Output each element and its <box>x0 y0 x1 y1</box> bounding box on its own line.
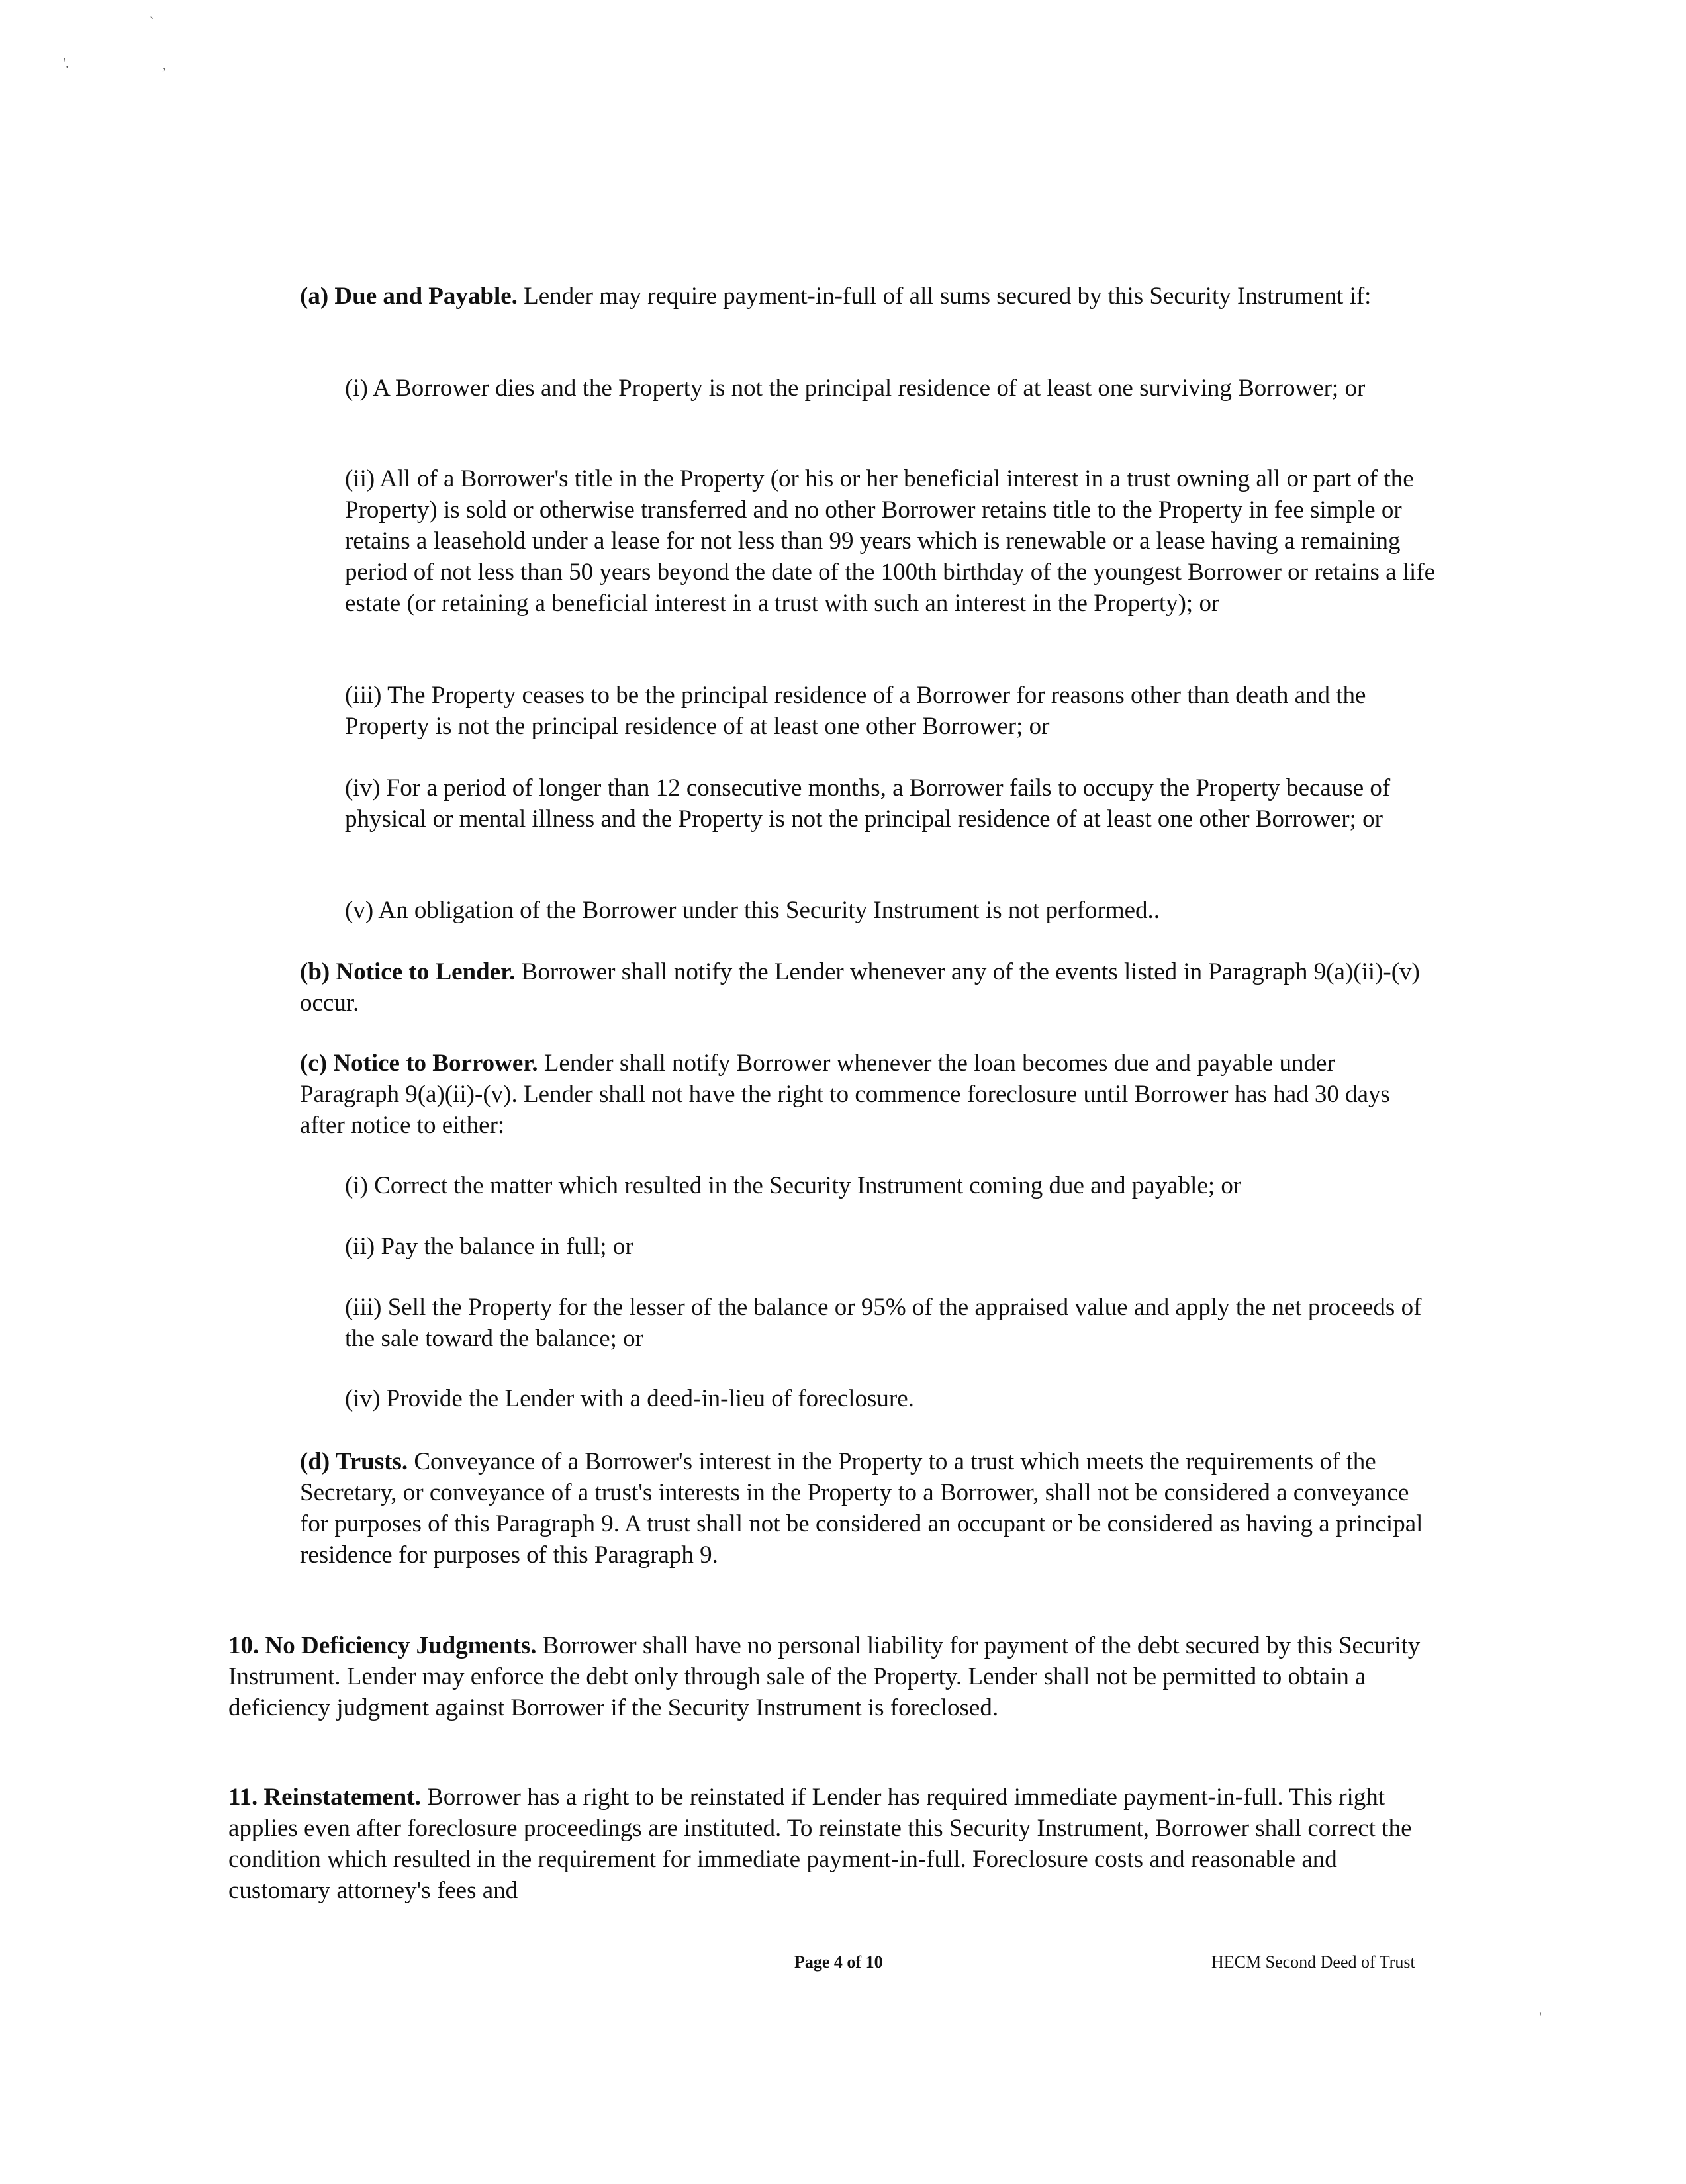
paragraph-lead: (c) Notice to Borrower. <box>300 1050 538 1077</box>
scan-speck: ' <box>1539 2009 1542 2025</box>
paragraph-lead: 11. Reinstatement. <box>228 1784 421 1811</box>
paragraph-d-trusts <box>300 1446 1425 1570</box>
paragraph-11-reinstatement <box>228 1782 1427 1906</box>
paragraph-text: Lender shall notify Borrower whenever the loan becomes due and payable under Paragraph 9(a)(ii)-(v). Lender shall not have the right to commence foreclosure until Borrower has had 30 days after notice to either: <box>300 1050 1390 1139</box>
list-item-a-i: (i) A Borrower dies and the Property is not the principal residence of at least one surviving Borrower; or <box>345 375 1366 402</box>
paragraph-c-notice-to-borrower <box>300 1048 1425 1141</box>
scan-speck: ` <box>149 13 154 30</box>
page-number: Page 4 of 10 <box>794 1952 883 1972</box>
list-item-a-ii: (ii) All of a Borrower's title in the Property (or his or her beneficial interest in a trust owning all or part of the Property) is sold or otherwise transferred and no other Borrower retains title to the Property in fee simple or retains a leasehold under a lease for not less than 99 years which is renewable or a lease having a remaining period of not less than 50 years beyond the date of the 100th birthday of the youngest Borrower or retains a life estate (or retaining a beneficial interest in a trust with such an interest in the Property); or <box>345 465 1436 617</box>
list-item-a-v: (v) An obligation of the Borrower under this Security Instrument is not performed.. <box>345 897 1160 924</box>
paragraph-text: Conveyance of a Borrower's interest in the Property to a trust which meets the requirements of the Secretary, or conveyance of a trust's interests in the Property to a Borrower, shall not be considered a conveyance for purposes of this Paragraph 9. A trust shall not be considered an occupant or be considered as having a principal residence for purposes of this Paragraph 9. <box>300 1448 1423 1569</box>
paragraph-a-due-and-payable <box>300 281 1425 312</box>
paragraph-lead: (d) Trusts. <box>300 1448 408 1475</box>
paragraph-text: Lender may require payment-in-full of all sums secured by this Security Instrument if: <box>517 283 1372 310</box>
scan-speck: , <box>162 56 166 73</box>
paragraph-b-notice-to-lender <box>300 956 1425 1019</box>
list-item-c-i: (i) Correct the matter which resulted in the Security Instrument coming due and payable; or <box>345 1172 1242 1199</box>
paragraph-text: Borrower has a right to be reinstated if Lender has required immediate payment-in-full. This right applies even after foreclosure proceedings are instituted. To reinstate this Security Instrument, Borrower shall correct the condition which resulted in the requirement for immediate payment-in-full. Foreclosure costs and reasonable and customary attorney's fees and <box>228 1784 1412 1904</box>
paragraph-text: Borrower shall notify the Lender whenever any of the events listed in Paragraph 9(a)(ii)-(v) occur. <box>300 958 1420 1017</box>
paragraph-lead: 10. No Deficiency Judgments. <box>228 1632 537 1659</box>
list-item-a-iv: (iv) For a period of longer than 12 consecutive months, a Borrower fails to occupy the Property because of physical or mental illness and the Property is not the principal residence of at least one other Borrower; or <box>345 774 1391 833</box>
paragraph-10-no-deficiency-judgments <box>228 1630 1427 1723</box>
list-item-a-iii: (iii) The Property ceases to be the principal residence of a Borrower for reasons other than death and the Property is not the principal residence of at least one other Borrower; or <box>345 682 1366 740</box>
list-item-c-iii: (iii) Sell the Property for the lesser of the balance or 95% of the appraised value and apply the net proceeds of the sale toward the balance; or <box>345 1294 1422 1352</box>
scan-speck: '. <box>63 54 70 71</box>
document-title-footer: HECM Second Deed of Trust <box>1211 1952 1415 1972</box>
paragraph-lead: (b) Notice to Lender. <box>300 958 516 985</box>
paragraph-lead: (a) Due and Payable. <box>300 283 518 310</box>
list-item-c-ii: (ii) Pay the balance in full; or <box>345 1233 633 1260</box>
paragraph-text: Borrower shall have no personal liability for payment of the debt secured by this Security Instrument. Lender may enforce the debt only through sale of the Property. Lender shall not be permitted to obtain a deficiency judgment against Borrower if the Security Instrument is foreclosed. <box>228 1632 1421 1721</box>
list-item-c-iv: (iv) Provide the Lender with a deed-in-lieu of foreclosure. <box>345 1385 914 1412</box>
